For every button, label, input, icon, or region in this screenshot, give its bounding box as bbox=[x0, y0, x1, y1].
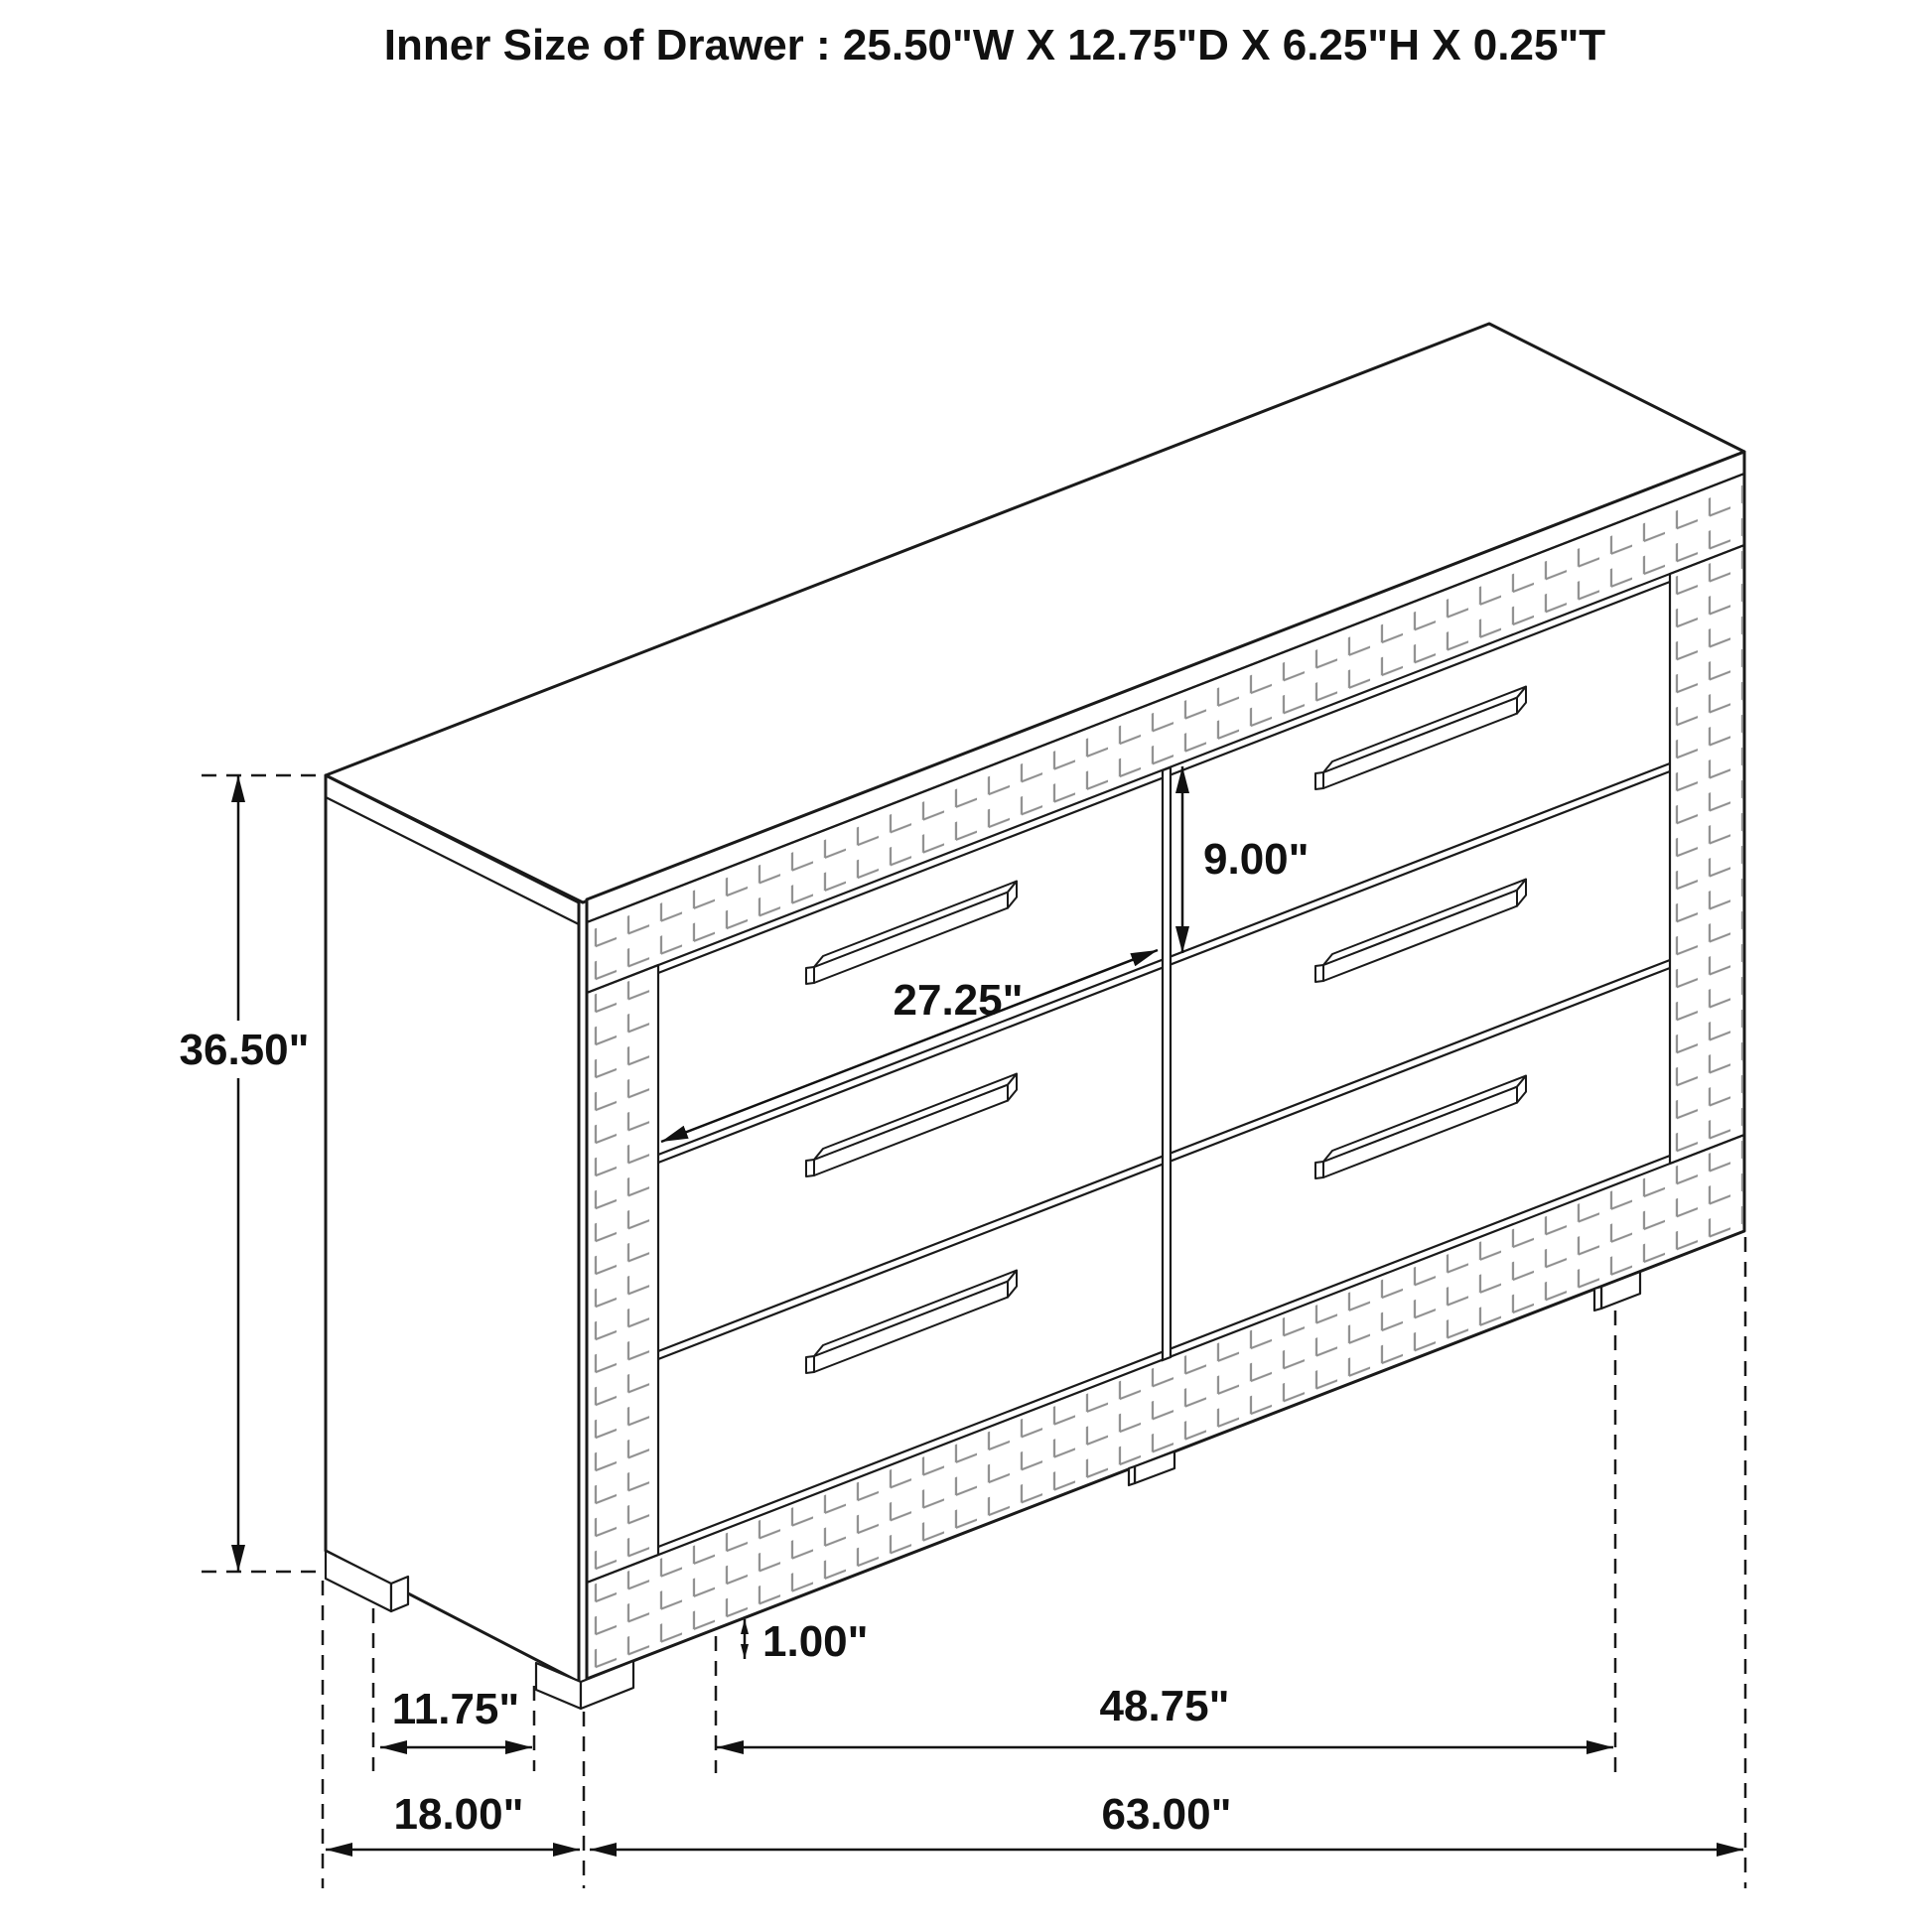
foot-front-left bbox=[536, 1661, 633, 1709]
label-drawer-width: 27.25" bbox=[893, 976, 1024, 1025]
label-foot-height: 1.00" bbox=[762, 1617, 869, 1666]
label-side-leg-spacing: 11.75" bbox=[391, 1685, 520, 1733]
label-drawer-height: 9.00" bbox=[1203, 835, 1310, 884]
left-side-face bbox=[326, 775, 579, 1682]
center-divider bbox=[1163, 767, 1171, 1360]
diagram-title: Inner Size of Drawer : 25.50"W X 12.75"D X 6.25"H X 0.25"T bbox=[383, 21, 1606, 69]
right-stile-texture bbox=[1670, 545, 1744, 1164]
left-stile-texture bbox=[587, 965, 658, 1583]
label-front-leg-spacing: 48.75" bbox=[1099, 1682, 1230, 1730]
label-overall-height: 36.50" bbox=[179, 1026, 310, 1074]
label-overall-width: 63.00" bbox=[1101, 1790, 1232, 1839]
label-depth: 18.00" bbox=[393, 1790, 524, 1839]
